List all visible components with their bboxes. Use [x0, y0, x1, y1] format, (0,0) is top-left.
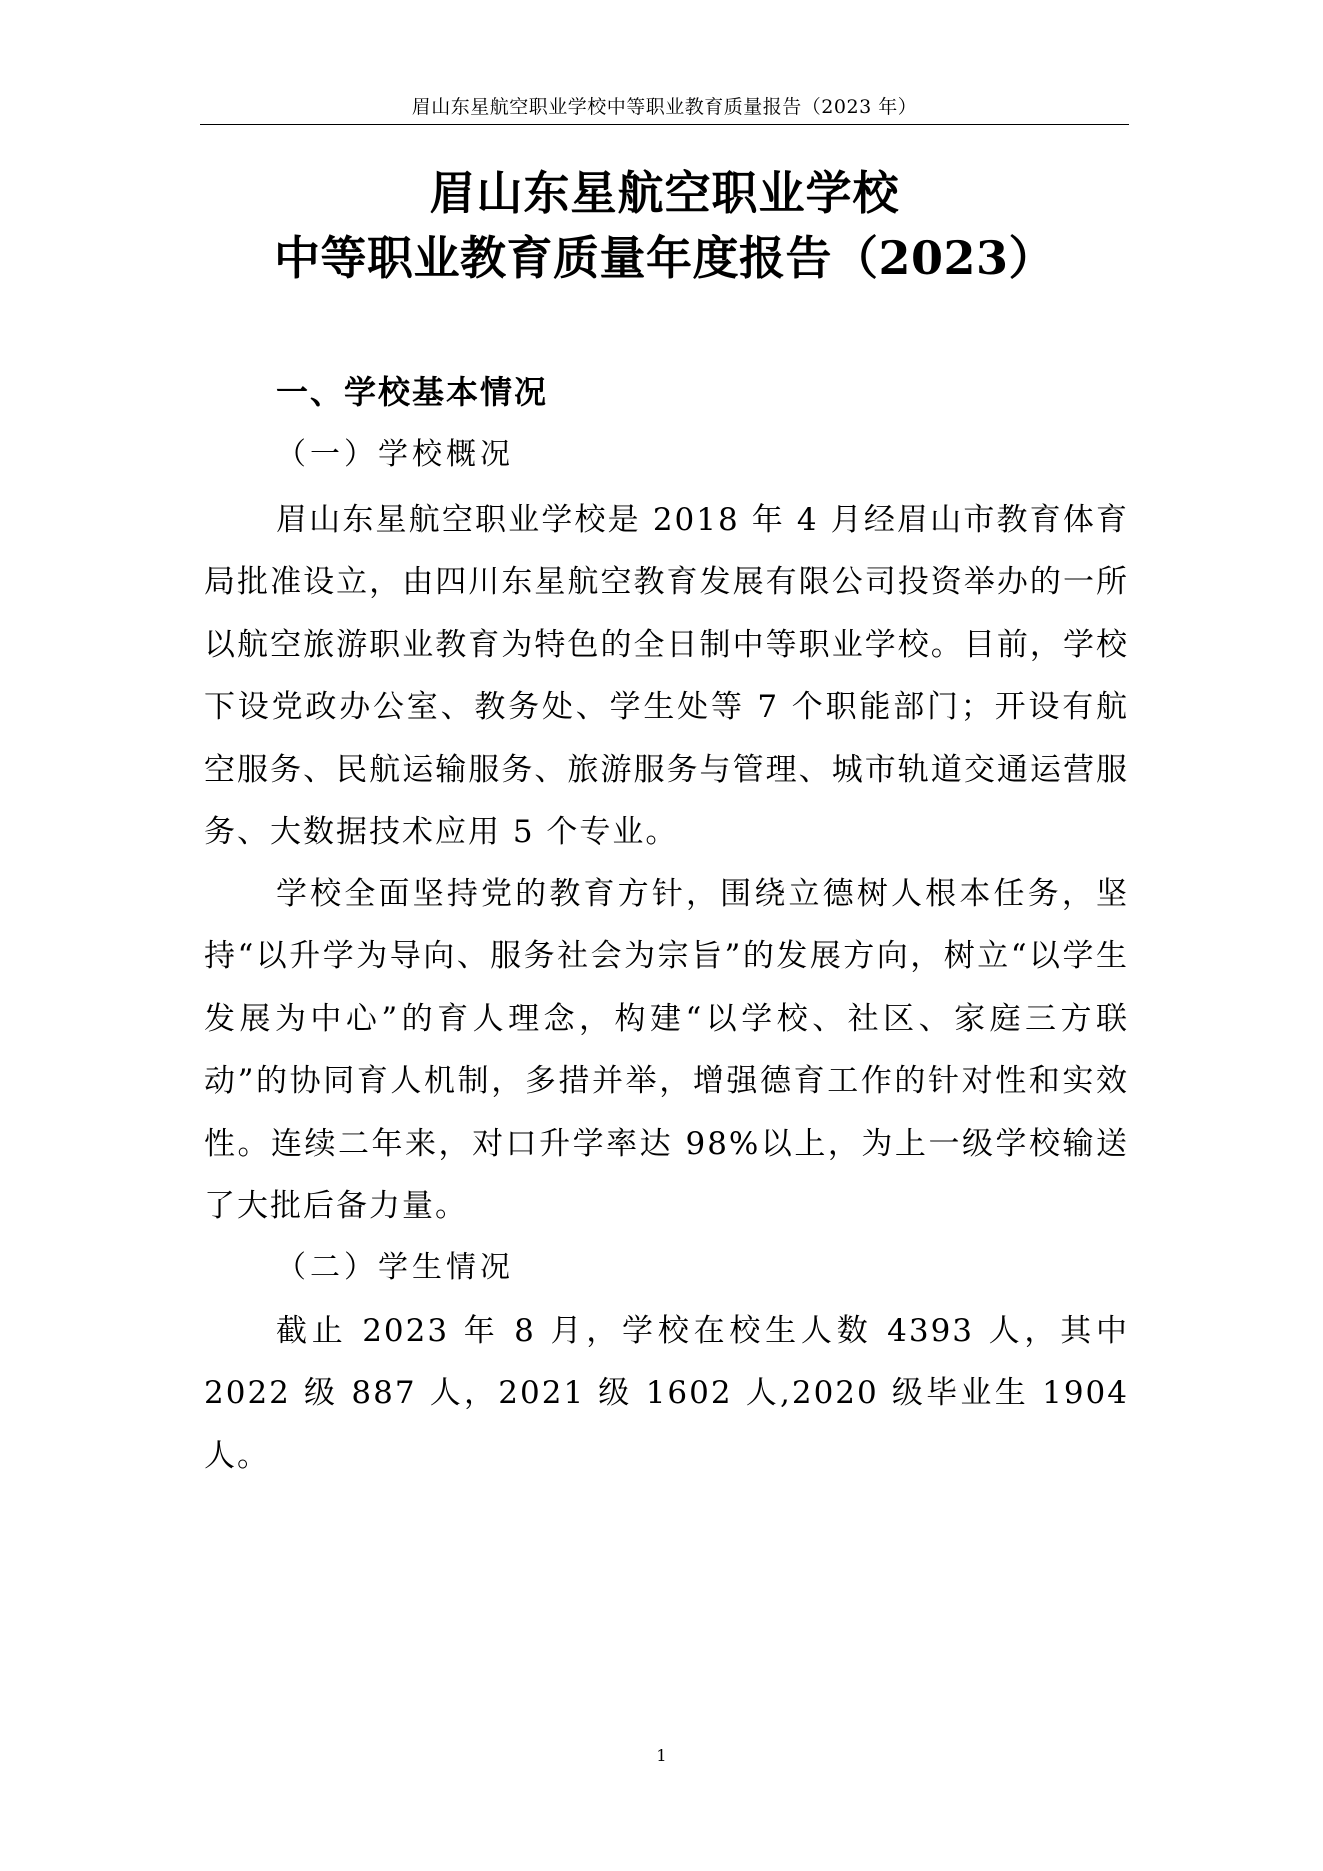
- paragraph-school-overview: 眉山东星航空职业学校是 2018 年 4 月经眉山市教育体育局批准设立，由四川东星航空教育发展有限公司投资举办的一所以航空旅游职业教育为特色的全日制中等职业学校。目前，学校下设党政办公室、教务处、学生处等 7 个职能部门；开设有航空服务、民航运输服务、旅游服务与管理、城市轨道交通运营服务、大数据技术应用 5 个专业。: [204, 502, 1129, 851]
- document-title-line1: 眉山东星航空职业学校: [429, 166, 900, 220]
- document-title-line2: 中等职业教育质量年度报告（2023）: [273, 231, 1056, 285]
- section-heading-basic-info: 一、学校基本情况: [276, 373, 549, 411]
- subsection-heading-overview: （一）学校概况: [276, 437, 514, 472]
- running-header: 眉山东星航空职业学校中等职业教育质量报告（2023 年）: [411, 96, 918, 118]
- header-rule: [200, 124, 1129, 125]
- paragraph-student-numbers: 截止 2023 年 8 月，学校在校生人数 4393 人，其中 2022 级 887 人，2021 级 1602 人,2020 级毕业生 1904 人。: [204, 1313, 1129, 1474]
- page-number: 1: [656, 1746, 667, 1765]
- paragraph-education-policy: 学校全面坚持党的教育方针，围绕立德树人根本任务，坚持“以升学为导向、服务社会为宗旨”的发展方向，树立“以学生发展为中心”的育人理念，构建“以学校、社区、家庭三方联动”的协同育人机制，多措并举，增强德育工作的针对性和实效性。连续二年来，对口升学率达 98%以上，为上一级学校输送了大批后备力量。: [204, 876, 1129, 1225]
- subsection-heading-students: （二）学生情况: [276, 1250, 514, 1285]
